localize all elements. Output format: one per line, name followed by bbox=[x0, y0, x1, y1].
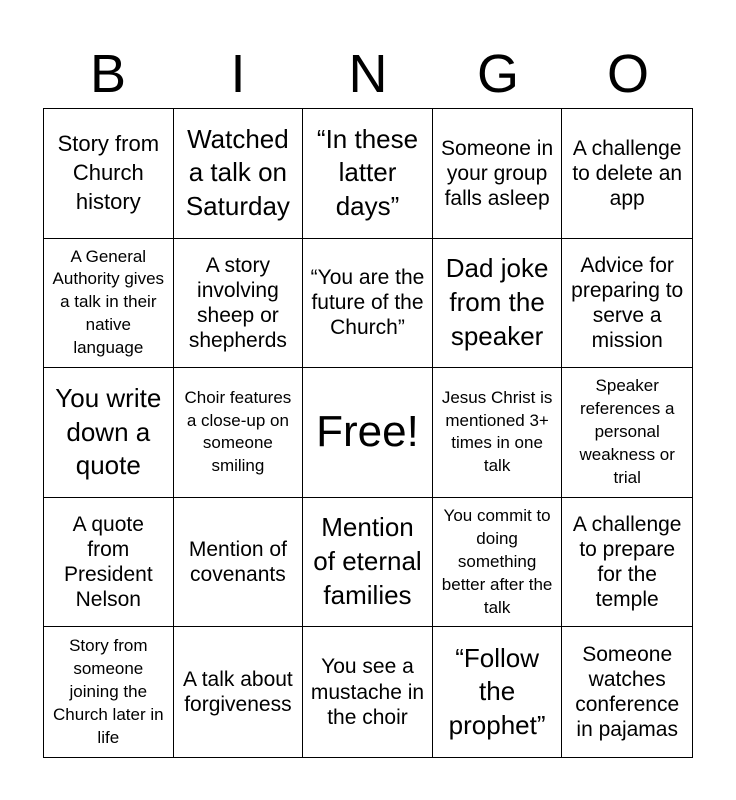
bingo-cell[interactable] bbox=[562, 239, 692, 369]
bingo-cell-text: A General Authority gives a talk in their native language bbox=[52, 246, 165, 358]
bingo-cell-text: Choir features a close-up on someone smiling bbox=[184, 387, 292, 476]
bingo-cell[interactable] bbox=[433, 239, 563, 369]
bingo-cell[interactable] bbox=[562, 368, 692, 498]
bingo-cell-text: A challenge to prepare for the temple bbox=[572, 512, 682, 612]
bingo-cell[interactable] bbox=[44, 239, 174, 369]
bingo-cell-text: Speaker references a personal weakness or trial bbox=[579, 376, 675, 487]
bingo-cell[interactable] bbox=[562, 109, 692, 239]
bingo-cell-text: “Follow the prophet” bbox=[448, 642, 546, 741]
bingo-cell-text: You see a mustache in the choir bbox=[310, 655, 425, 729]
bingo-cell[interactable] bbox=[174, 109, 304, 239]
bingo-cell[interactable] bbox=[433, 368, 563, 498]
bingo-cell[interactable] bbox=[44, 498, 174, 628]
title-letter-n: N bbox=[348, 44, 388, 104]
bingo-cell[interactable] bbox=[433, 498, 563, 628]
bingo-cell-text: “In these latter days” bbox=[316, 123, 419, 222]
bingo-cell[interactable] bbox=[44, 627, 174, 757]
title-letter-i: I bbox=[230, 44, 246, 104]
bingo-cell[interactable] bbox=[44, 368, 174, 498]
bingo-cell-text: A quote from President Nelson bbox=[63, 512, 153, 612]
bingo-cell[interactable] bbox=[44, 109, 174, 239]
bingo-cell[interactable] bbox=[303, 498, 433, 628]
bingo-cell-text: Dad joke from the speaker bbox=[445, 253, 549, 351]
bingo-cell-text: Jesus Christ is mentioned 3+ times in one talk bbox=[441, 387, 553, 476]
bingo-cell-text: Story from Church history bbox=[57, 131, 160, 214]
bingo-cell[interactable] bbox=[433, 109, 563, 239]
title-letter-b: B bbox=[89, 44, 127, 104]
bingo-cell[interactable] bbox=[174, 627, 304, 757]
bingo-cell-text: Someone in your group falls asleep bbox=[441, 136, 554, 210]
bingo-cell[interactable] bbox=[562, 498, 692, 628]
bingo-cell-text: Mention of covenants bbox=[188, 537, 287, 587]
free-space-text: Free! bbox=[316, 407, 419, 457]
bingo-cell-text: A challenge to delete an app bbox=[572, 136, 683, 210]
bingo-title bbox=[43, 42, 693, 106]
bingo-cell[interactable] bbox=[562, 627, 692, 757]
bingo-cell-text: You commit to doing something better after the talk bbox=[441, 505, 553, 617]
bingo-cell-text: Someone watches conference in pajamas bbox=[575, 642, 680, 742]
bingo-cell-text: A story involving sheep or shepherds bbox=[188, 253, 287, 353]
bingo-cell-text: Mention of eternal families bbox=[313, 512, 422, 610]
bingo-cell[interactable] bbox=[433, 627, 563, 757]
title-letter-g: G bbox=[476, 44, 519, 104]
bingo-cell[interactable] bbox=[174, 239, 304, 369]
bingo-cell[interactable] bbox=[303, 109, 433, 239]
bingo-cell-text: Watched a talk on Saturday bbox=[185, 123, 290, 222]
bingo-cell[interactable] bbox=[174, 498, 304, 628]
title-letter-o: O bbox=[606, 44, 649, 104]
bingo-cell[interactable] bbox=[303, 627, 433, 757]
bingo-cell-text: A talk about forgiveness bbox=[183, 668, 293, 717]
bingo-cell-text: Story from someone joining the Church later in life bbox=[53, 635, 164, 747]
bingo-cell-text: “You are the future of the Church” bbox=[310, 266, 425, 340]
bingo-board bbox=[43, 108, 693, 758]
bingo-cell-text: You write down a quote bbox=[55, 382, 162, 481]
bingo-cell[interactable] bbox=[303, 239, 433, 369]
bingo-cell[interactable] bbox=[174, 368, 304, 498]
bingo-cell-text: Advice for preparing to serve a mission bbox=[571, 253, 684, 353]
free-space[interactable] bbox=[303, 368, 433, 498]
